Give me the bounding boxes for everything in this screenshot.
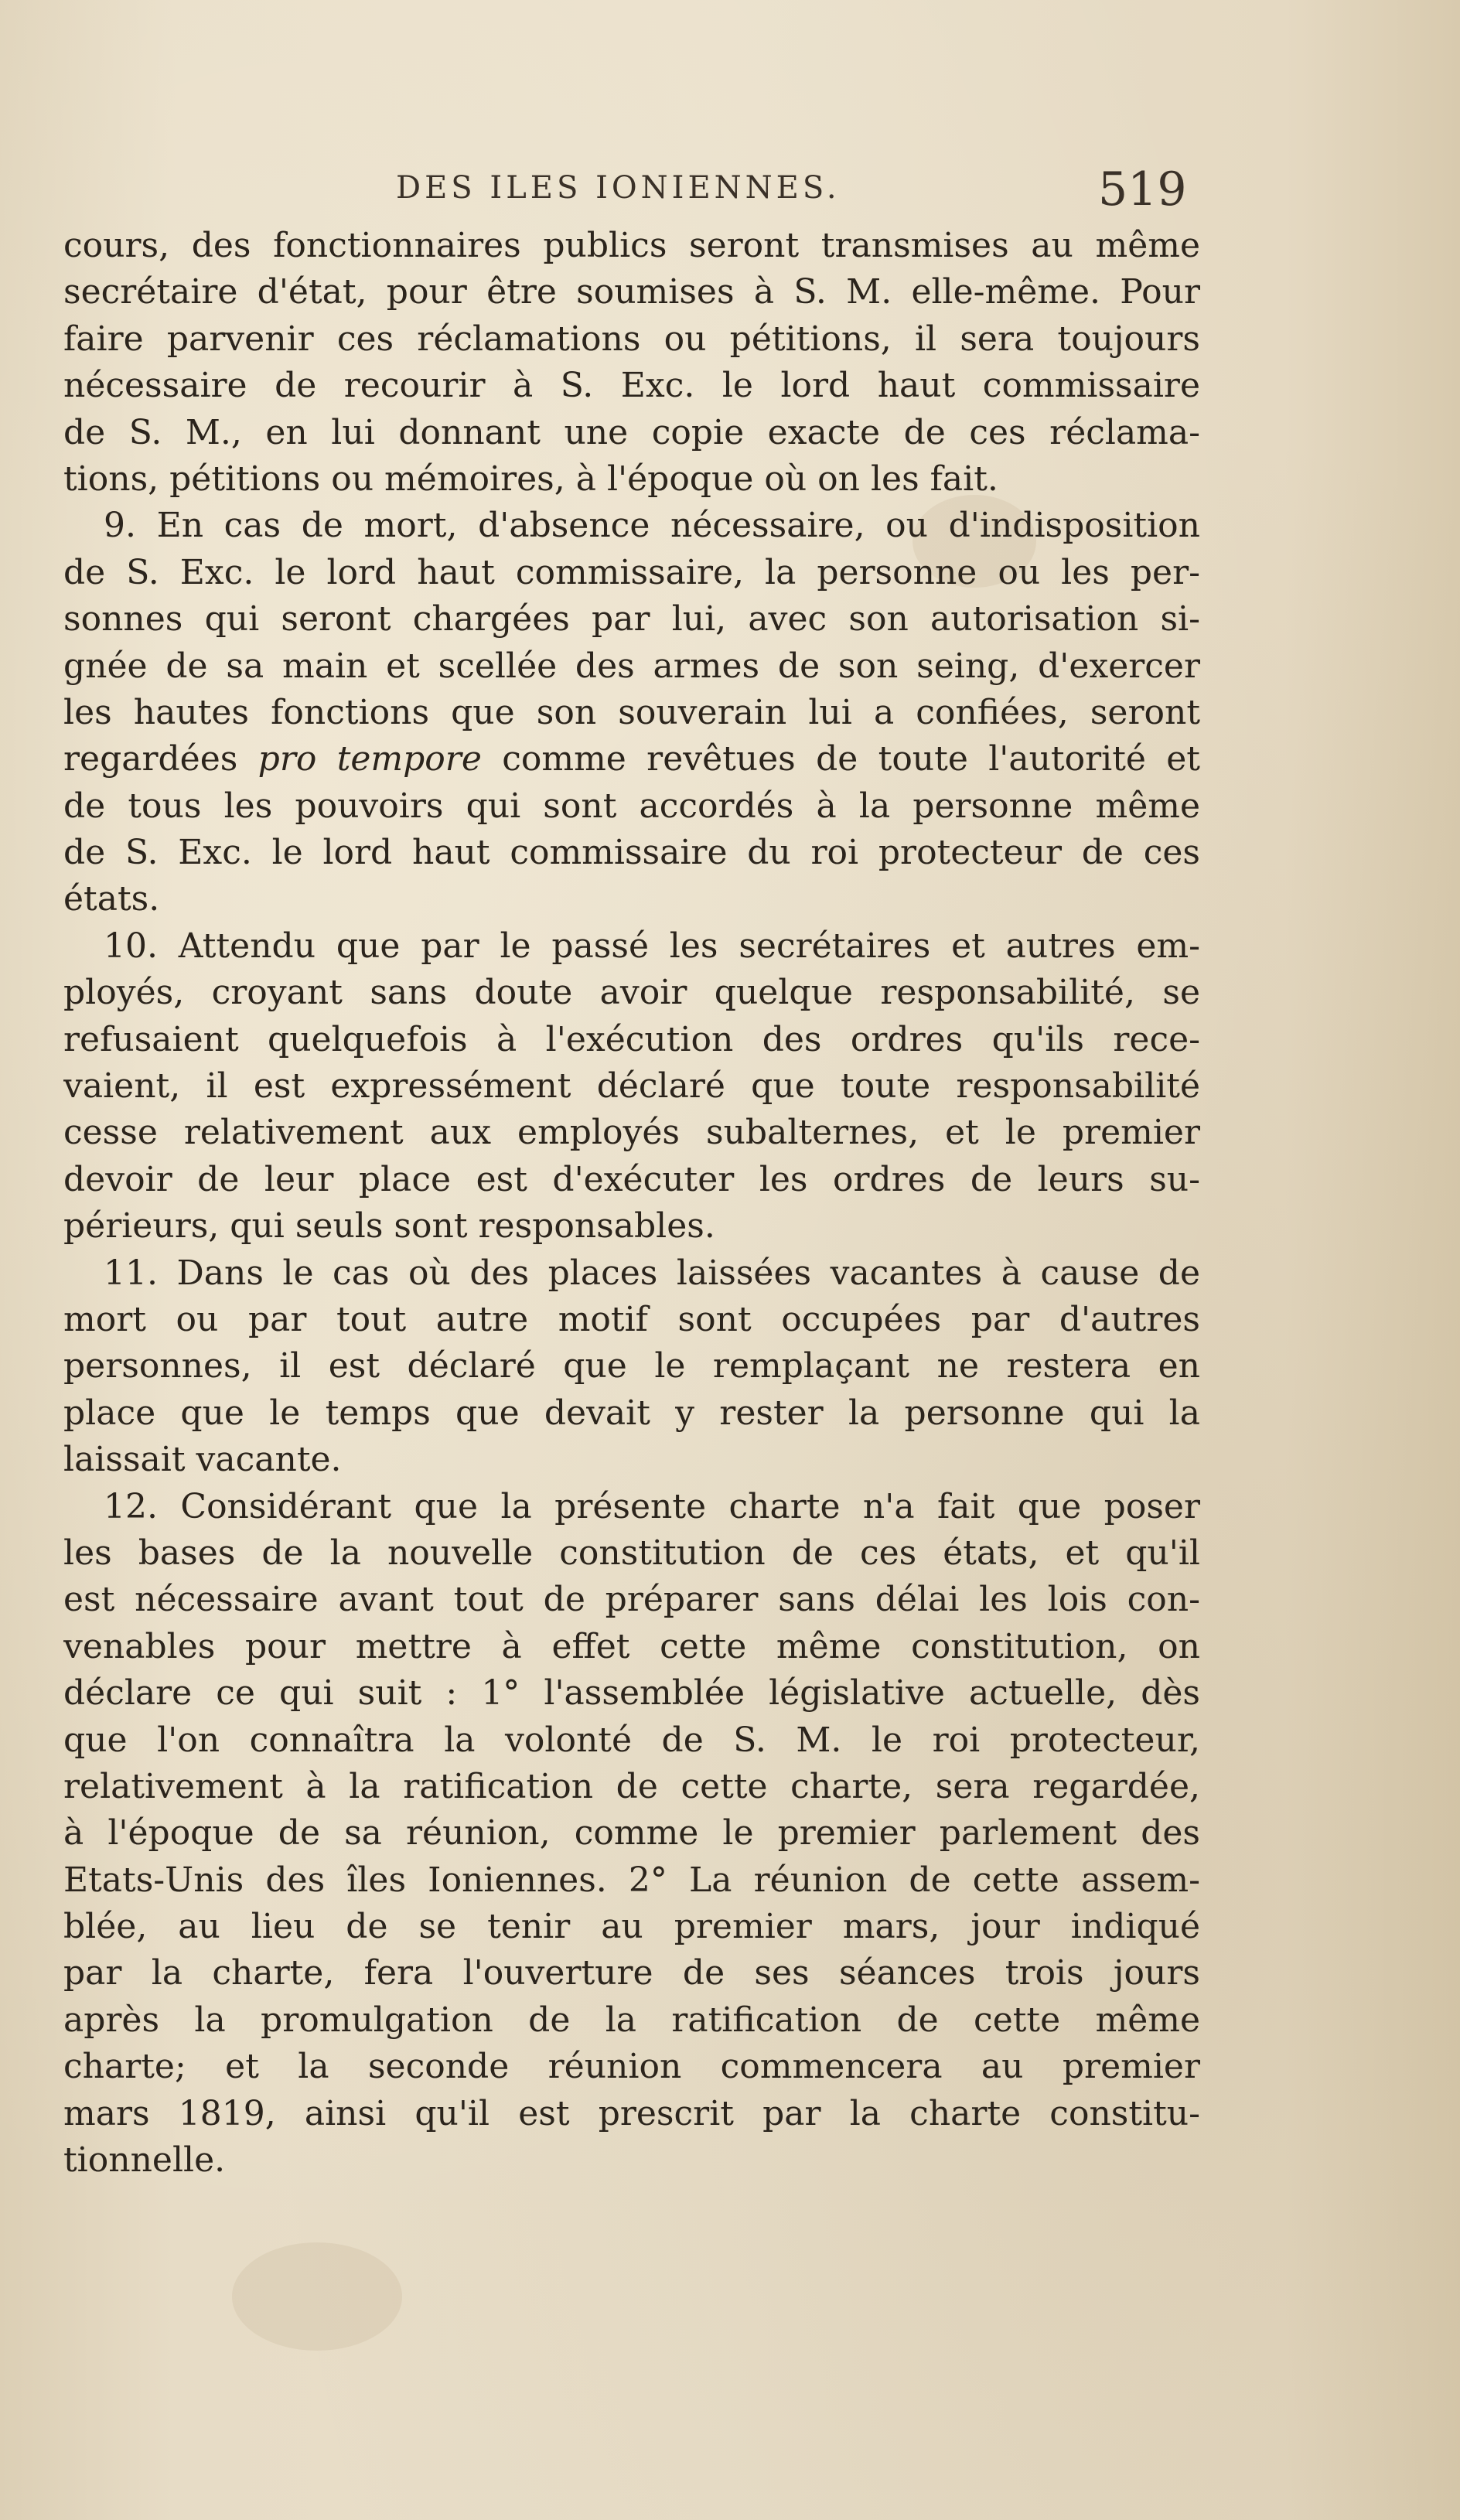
italic-phrase: pro tempore (258, 739, 482, 779)
text-line: 9. En cas de mort, d'absence nécessaire, ou d'indisposition (104, 506, 1200, 546)
paper-stain (232, 2242, 402, 2351)
text-line: mars 1819, ainsi qu'il est prescrit par la charte constitu- (63, 2093, 1200, 2133)
text-line: de S. Exc. le lord haut commissaire du roi protecteur de ces (63, 833, 1200, 873)
text-line: après la promulgation de la ratification de cette même (63, 2000, 1200, 2040)
text-line: périeurs, qui seuls sont responsables. (63, 1206, 715, 1246)
text-line: faire parvenir ces réclamations ou pétitions, il sera toujours (63, 319, 1200, 359)
text-line: relativement à la ratification de cette charte, sera regardée, (63, 1766, 1200, 1806)
text-line: personnes, il est déclaré que le remplaçant ne restera en (63, 1346, 1200, 1386)
text-line: de S. Exc. le lord haut commissaire, la personne ou les per- (63, 552, 1200, 592)
text-line: vaient, il est expressément déclaré que toute responsabilité (63, 1066, 1200, 1107)
text-line: Etats-Unis des îles Ioniennes. 2° La réunion de cette assem- (63, 1860, 1200, 1900)
page-number: 519 (1098, 162, 1187, 217)
text-line: 10. Attendu que par le passé les secrétaires et autres em- (104, 926, 1200, 966)
text-line: cours, des fonctionnaires publics seront transmises au même (63, 226, 1200, 265)
text-line: ployés, croyant sans doute avoir quelque responsabilité, se (63, 973, 1200, 1013)
page-header (0, 162, 1460, 217)
text-line: devoir de leur place est d'exécuter les ordres de leurs su- (63, 1159, 1200, 1199)
text-line: mort ou par tout autre motif sont occupées par d'autres (63, 1299, 1200, 1339)
text-line: à l'époque de sa réunion, comme le premier parlement des (63, 1813, 1200, 1853)
text-line: par la charte, fera l'ouverture de ses séances trois jours (63, 1953, 1200, 1993)
running-head: DES ILES IONIENNES. (396, 170, 841, 206)
text-line: charte; et la seconde réunion commencera au premier (63, 2047, 1200, 2087)
text-line: 12. Considérant que la présente charte n'a fait que poser (104, 1486, 1200, 1526)
text-line: tions, pétitions ou mémoires, à l'époque où on les fait. (63, 459, 998, 499)
text-line: cesse relativement aux employés subalternes, et le premier (63, 1113, 1200, 1153)
text-line: place que le temps que devait y rester la personne qui la (63, 1393, 1200, 1433)
text-line: les bases de la nouvelle constitution de ces états, et qu'il (63, 1533, 1200, 1573)
text-line: secrétaire d'état, pour être soumises à S. M. elle-même. Pour (63, 272, 1200, 312)
text-line: états. (63, 879, 160, 919)
text-line: blée, au lieu de se tenir au premier mars, jour indiqué (63, 1907, 1200, 1947)
text-line: laissait vacante. (63, 1440, 342, 1480)
text-line: 11. Dans le cas où des places laissées vacantes à cause de (104, 1253, 1200, 1293)
text-line: que l'on connaîtra la volonté de S. M. le roi protecteur, (63, 1720, 1200, 1760)
text-line: de S. M., en lui donnant une copie exacte de ces réclama- (63, 412, 1200, 452)
text-line: sonnes qui seront chargées par lui, avec son autorisation si- (63, 599, 1200, 639)
body-text (63, 223, 1200, 2184)
text-line: gnée de sa main et scellée des armes de son seing, d'exercer (63, 646, 1200, 686)
text-line: est nécessaire avant tout de préparer sans délai les lois con- (63, 1580, 1200, 1620)
text-line: déclare ce qui suit : 1° l'assemblée législative actuelle, dès (63, 1673, 1200, 1714)
text-line: les hautes fonctions que son souverain lui a confiées, seront (63, 692, 1200, 732)
text-line: venables pour mettre à effet cette même constitution, on (63, 1626, 1200, 1666)
text-line: de tous les pouvoirs qui sont accordés à la personne même (63, 786, 1200, 826)
text-line: tionnelle. (63, 2140, 226, 2181)
text-line: refusaient quelquefois à l'exécution des ordres qu'ils rece- (63, 1019, 1200, 1059)
text-line: nécessaire de recourir à S. Exc. le lord haut commissaire (63, 366, 1200, 406)
text-line: regardées pro tempore comme revêtues de toute l'autorité et (63, 739, 1200, 779)
